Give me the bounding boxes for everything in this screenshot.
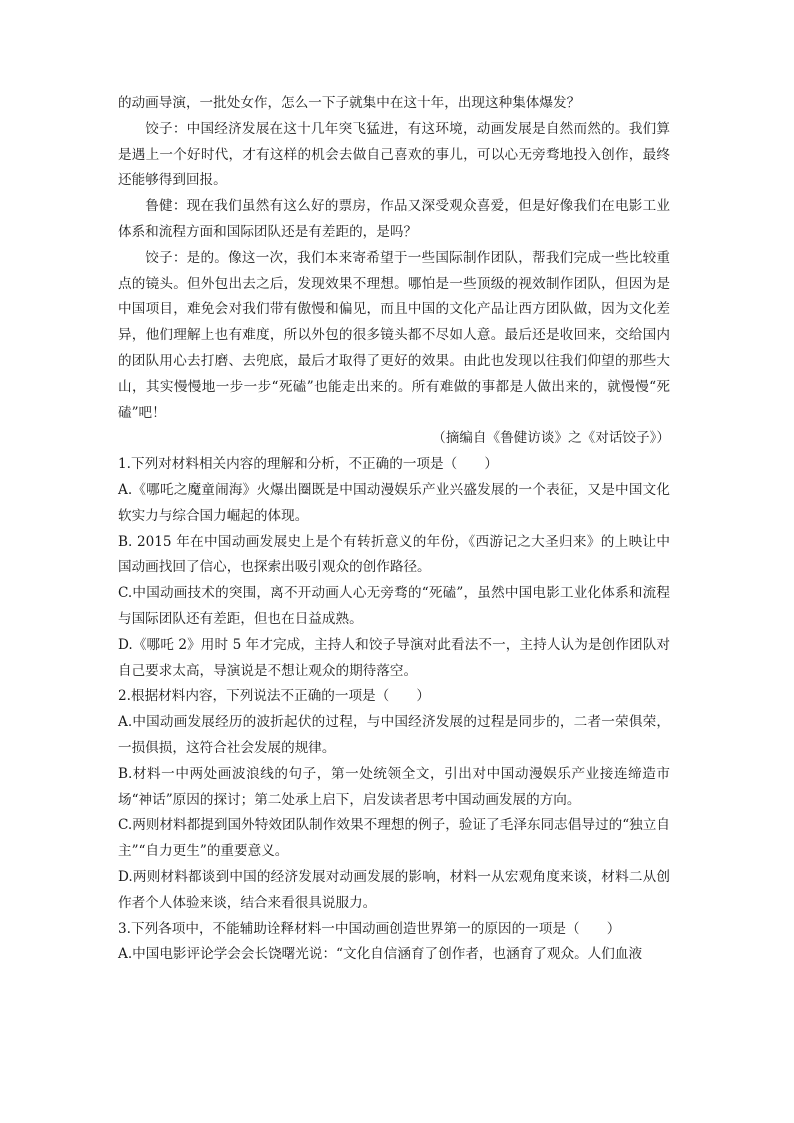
paragraph-question-continuation: 的动画导演，一批处女作，怎么一下子就集中在这十年，出现这种集体爆发？ (118, 95, 581, 111)
question-2-option-c: C.两则材料都提到国外特效团队制作效果不理想的例子，验证了毛泽东同志倡导过的“独立自主”“自力更生”的重要意义。 (118, 817, 670, 860)
question-1-option-d: D.《哪吒 2》用时 5 年才完成，主持人和饺子导演对此看法不一，主持人认为是创作团队对自己要求太高，导演说是不想让观众的期待落空。 (118, 636, 670, 679)
question-1-option-a: A.《哪吒之魔童闹海》火爆出圈既是中国动漫娱乐产业兴盛发展的一个表征，又是中国文化软实力与综合国力崛起的体现。 (118, 481, 670, 524)
question-3-option-a: A.中国电影评论学会会长饶曙光说：“文化自信涵育了创作者，也涵育了观众。人们血液 (118, 946, 643, 963)
source-citation: （摘编自《鲁健访谈》之《对话饺子》） (432, 430, 670, 447)
question-1-stem: 1.下列对材料相关内容的理解和分析，不正确的一项是（ ） (118, 456, 498, 473)
question-1-option-b: B. 2015 年在中国动画发展史上是个有转折意义的年份，《西游记之大圣归来》的上映让中国动画找回了信心，也探索出吸引观众的创作路径。 (118, 533, 670, 576)
question-3-stem: 3.下列各项中，不能辅助诠释材料一中国动画创造世界第一的原因的一项是（ ） (118, 920, 621, 937)
paragraph-lujian-question: 鲁健：现在我们虽然有这么好的票房，作品又深受观众喜爱，但是好像我们在电影工业体系和流程方面和国际团队还是有差距的，是吗？ (118, 198, 670, 240)
question-2-option-b: B.材料一中两处画波浪线的句子，第一处统领全文，引出对中国动漫娱乐产业接连缔造市场“神话”原因的探讨；第二处承上启下，启发读者思考中国动画发展的方向。 (118, 765, 670, 808)
question-2-option-a: A.中国动画发展经历的波折起伏的过程，与中国经济发展的过程是同步的，二者一荣俱荣，一损俱损，这符合社会发展的规律。 (118, 714, 670, 756)
paragraph-jiaozi-answer-2: 饺子：是的。像这一次，我们本来寄希望于一些国际制作团队，帮我们完成一些比较重点的镜头。但外包出去之后，发现效果不理想。哪怕是一些顶级的视效制作团队，但因为是中国项目，难免会对我们带有傲慢和偏见，而且中国的文化产品让西方团队做，因为文化差异，他们理解上也有难度，所以外包的很多镜头都不尽如人意。最后还是收回来，交给国内的团队用心去打磨、去兜底，最后才取得了更好的效果。由此也发现以往我们仰望的那些大山，其实慢慢地一步一步“死磕”也能走出来的。所有难做的事都是人做出来的，就慢慢“死磕”吧！ (118, 249, 670, 421)
document-page (118, 91, 670, 968)
question-2-stem: 2.根据材料内容，下列说法不正确的一项是（ ） (118, 688, 431, 705)
question-1-option-c: C.中国动画技术的突围，离不开动画人心无旁骛的“死磕”，虽然中国电影工业化体系和流程与国际团队还有差距，但也在日益成熟。 (118, 585, 670, 627)
paragraph-jiaozi-answer-1: 饺子：中国经济发展在这十几年突飞猛进，有这环境，动画发展是自然而然的。我们算是遇上一个好时代，才有这样的机会去做自己喜欢的事儿，可以心无旁骛地投入创作，最终还能够得到回报。 (118, 120, 670, 189)
question-2-option-d: D.两则材料都谈到中国的经济发展对动画发展的影响，材料一从宏观角度来谈，材料二从创作者个人体验来谈，结合来看很具说服力。 (118, 868, 670, 911)
